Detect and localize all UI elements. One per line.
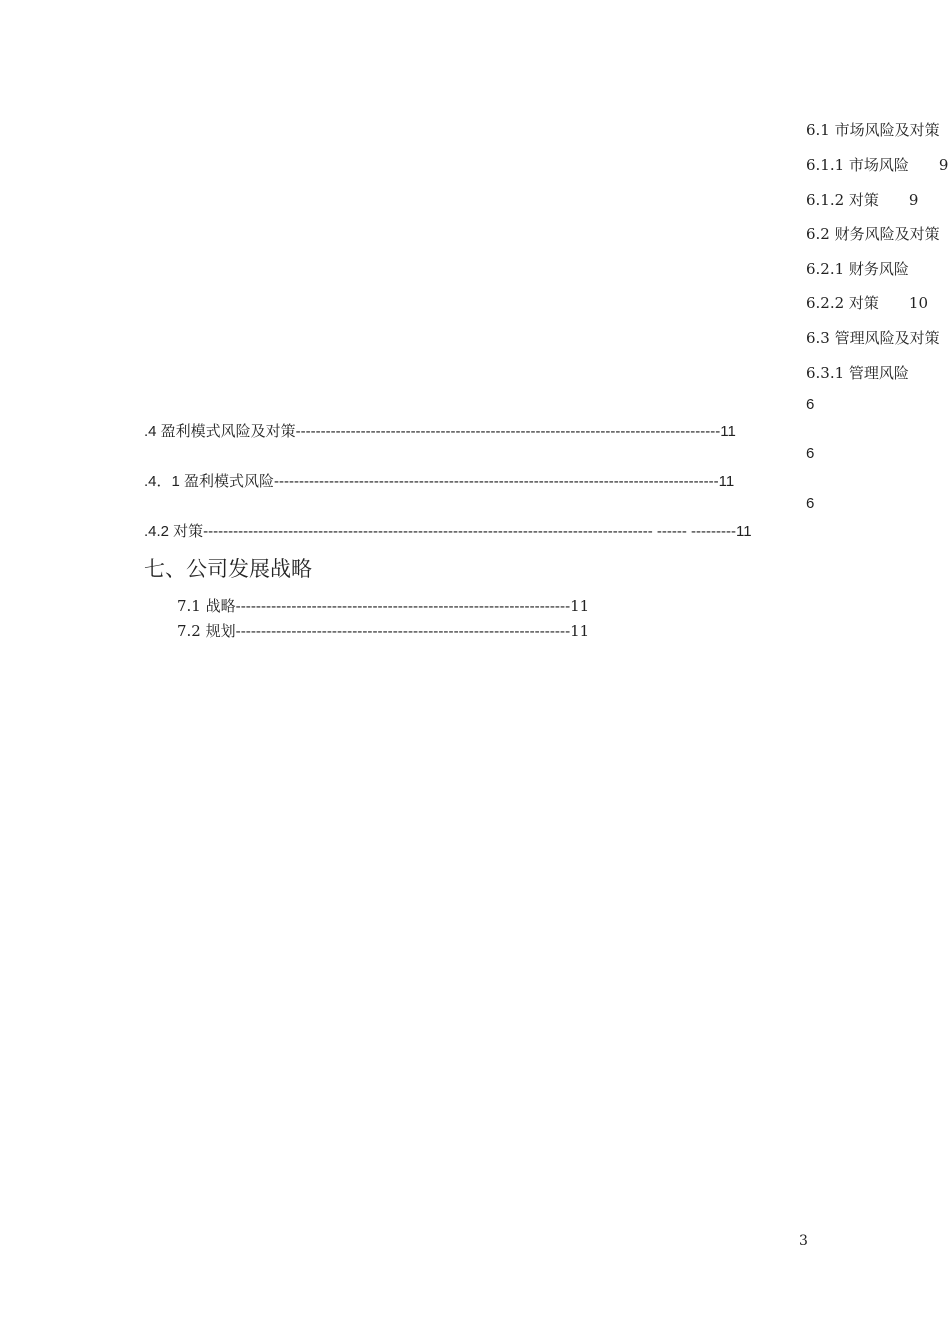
- toc-entry-6-4-1: .4．1 盈利模式风险-----------------------------------------------------------------------------------------11: [144, 473, 735, 490]
- toc-entry-6-1: 6.1 市场风险及对策: [806, 121, 940, 139]
- toc-entry-6-4-2: .4.2 对策------------------------------------------------------------------------------------------ ------ ---------11: [144, 523, 752, 540]
- toc-entry-6-3: 6.3 管理风险及对策: [806, 329, 940, 347]
- toc-entry-6-2: 6.2 财务风险及对策: [806, 225, 940, 243]
- toc-wrapped-prefix: 6: [806, 396, 815, 413]
- toc-entry-7-2: 7.2 规划------------------------------------------------------------------11: [177, 622, 590, 640]
- toc-entry-6-3-1: 6.3.1 管理风险: [806, 364, 909, 382]
- section-heading-7: 七、公司发展战略: [144, 557, 312, 581]
- page-number: 3: [799, 1233, 808, 1249]
- toc-entry-7-1: 7.1 战略------------------------------------------------------------------11: [177, 597, 590, 615]
- toc-entry-6-2-2: 6.2.2 对策 10: [806, 294, 929, 312]
- toc-wrapped-prefix: 6: [806, 445, 815, 462]
- toc-entry-6-1-1: 6.1.1 市场风险 9: [806, 156, 949, 174]
- toc-entry-6-1-2: 6.1.2 对策 9: [806, 191, 919, 209]
- toc-wrapped-prefix: 6: [806, 495, 815, 512]
- toc-entry-6-2-1: 6.2.1 财务风险: [806, 260, 909, 278]
- toc-entry-6-4: .4 盈利模式风险及对策-------------------------------------------------------------------------------------11: [144, 423, 736, 440]
